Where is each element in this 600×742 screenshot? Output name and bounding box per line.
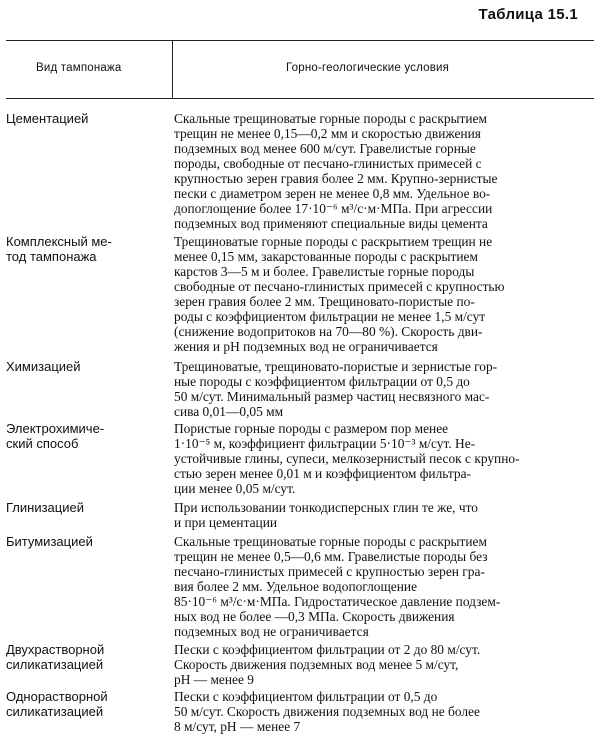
method-name: Комплексный ме- тод тампонажа [6,234,112,264]
table-title: Таблица 15.1 [478,6,578,23]
header-column-divider [172,40,173,98]
method-name: Цементацией [6,111,89,126]
method-name: Двухрастворной силикатизацией [6,642,105,672]
conditions-text: Пески с коэффициентом фильтрации от 2 до 80 м/сут. Скорость движения подземных вод менее 5 м/сут, pH — менее 9 [174,642,481,687]
method-name: Химизацией [6,359,81,374]
header-bottom-rule [6,98,594,99]
conditions-text: Пористые горные породы с размером пор менее 1·10⁻⁵ м, коэффициент фильтрации 5·10⁻³ м/сут. Не- устойчивые глины, супеси, мелкозернистый песок с крупно- стью зерен менее 0,01 м и коэффициентом фильтра- ции менее 0,05 м/сут. [174,421,520,496]
conditions-text: Скальные трещиноватые горные породы с раскрытием трещин не менее 0,15—0,2 мм и скоростью движения подземных вод менее 600 м/сут. Гравелистые горные породы, свободные от песчано-глинистых примесей с крупностью зерен гравия более 2 мм. Крупно-зернистые пески с диаметром зерен не менее 0,8 мм. Удельное во- допоглощение более 17·10⁻⁶ м³/с·м·МПа. При агрессии подземных вод применяют специальные виды цемента [174,111,498,231]
conditions-text: Трещиноватые горные породы с раскрытием трещин не менее 0,15 мм, закарстованные породы с раскрытием карстов 3—5 м и более. Гравелистые горные породы свободные от песчано-глинистых примесей с крупностью зерен гравия более 2 мм. Трещиновато-пористые по- роды с коэффициентом фильтрации не менее 1,5 м/сут (снижение водопритоков на 70—80 %). Скорость дви- жения и pH подземных вод не ограничивается [174,234,505,354]
method-name: Электрохимиче- ский способ [6,421,105,451]
method-name: Однорастворной силикатизацией [6,689,108,719]
method-name: Битумизацией [6,534,93,549]
table-top-rule [6,40,594,41]
conditions-text: Пески с коэффициентом фильтрации от 0,5 до 50 м/сут. Скорость движения подземных вод не более 8 м/сут, pH — менее 7 [174,689,480,734]
conditions-text: При использовании тонкодисперсных глин те же, что и при цементации [174,500,478,530]
conditions-text: Трещиноватые, трещиновато-пористые и зернистые гор- ные породы с коэффициентом фильтрации от 0,5 до 50 м/сут. Минимальный размер частиц несвязного мас- сива 0,01—0,05 мм [174,359,498,419]
conditions-text: Скальные трещиноватые горные породы с раскрытием трещин не менее 0,5—0,6 мм. Гравелистые породы без песчано-глинистых примесей с крупностью зерен гра- вия более 2 мм. Удельное водопоглощение 85·10⁻⁶ м³/с·м·МПа. Гидростатическое давление подзем- ных вод не более —0,3 МПа. Скорость движения подземных вод не ограничивается [174,534,501,639]
column-header-conditions: Горно-геологические условия [286,62,450,74]
column-header-type: Вид тампонажа [36,62,122,74]
method-name: Глинизацией [6,500,84,515]
